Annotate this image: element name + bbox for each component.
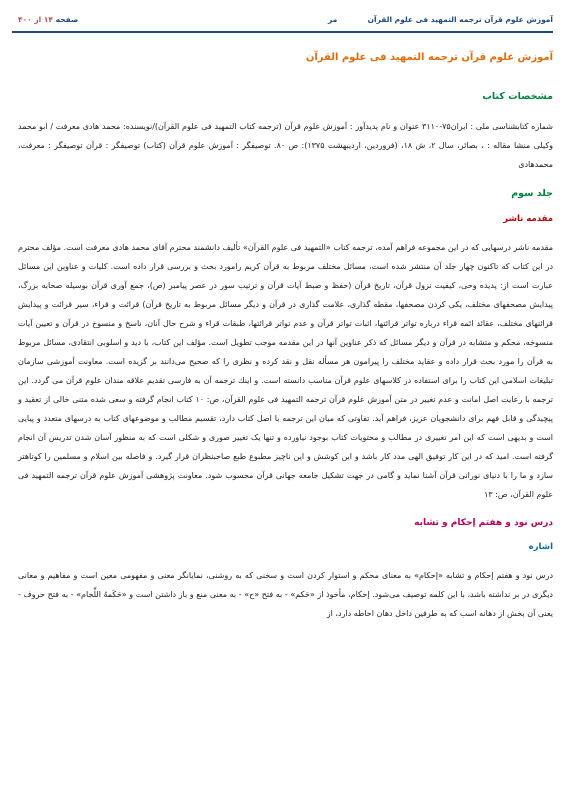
specs-heading: مشخصات كتاب [482,91,553,102]
lesson-heading: درس نود و هفتم إحكام و تشابه [414,518,553,528]
header-divider [12,31,553,33]
intro-paragraph: مقدمه ناشر درسهايی كه در اين مجموعه فراهم آمده، ترجمه كتاب «التمهيد فی علوم القرآن» تأليف دانشمند محترم آقای محمد هادی معرفت است. مؤلف محترم در اين كتاب كه تاكنون چهار جلد آن منتشر شده است، مسائل مختلف مربوط به قرآن كريم رامورد بحث و بررسی قرار داده است. كليات و عناوين اين مسائل عبارت است از: پديده وحی، كيفيت نزول قرآن، تاريخ قرآن (حفظ و ضبط آيات قرآن و ترتيب سور در عصر پيامبر (ص)، جمع آوری قرآن بوسيله صحابه بزرگ، پيدايش مصحفهای مختلف، يكی كردن مصحفها، مقطه گذاری، علامت گذاری در قرآن و ديگر مسائل مربوط به تاريخ قرآن) قرائت و قراء، سير قرائت و پيدايش قرائتهای مختلف، عقائد ائمه قراء درباره تواتر قرائتها، اثبات تواتر قرآن و عدم تواتر قرائتها، طبقات قراء و شرح حال آنان، ناسخ و منسوخ در قرآن و تعيين آيات منسوخه، محكم و متشابه در قرآن و ديگر مسائل كه ذكر عناوين آنها در اين مقدمه موجب تطويل است. مؤلف اين كتاب، با ديد و اسلوبی انتقادی، مسائل مربوط به قرآن را مورد بحث قرار داده و عقايد مختلف را پيرامون هر مسأله نقل و نقد كرده و نظری را كه صحيح می‌دانند بر گزيده است. معاونت آموزشی سازمان تبليغات اسلامی اين كتاب را برای استفاده در كلاسهای علوم قرآن مناسب دانسته است. و اينك ترجمه آن به فارسی تقديم علاقه مندان علوم قرآن می گردد. اين ترجمه با رعايت اصل امانت و عدم تغيير در متن آموزش علوم قرآن ترجمه التمهيد فی علوم القرآن، ص: ۱۰ كتاب انجام گرفته و سعی شده متنی خالی از تعقيد و پيچيدگی و قابل فهم برای دانشجويان عزيز، فراهم آيد. تفاوتی كه ميان اين ترجمه با اصل كتاب دارد، تقسيم مطالب و موضوعهای كتاب به درسهای متعدد و پيايی است و بديهی است كه اين امر تغييری در مطالب و محتويات كتاب بوجود نياورده و تنها يک تغيير صوری و شكلی است كه به منظور آسان شدن تدريس آن انجام گرفته است. اميد كه در اين كار توفيق الهی مدد كار باشد و اين كوشش و اين ناچيز مطبوع طبع صاحبنظران قرار گيرد. و فاصله بين اسلام و مسلمين را كوتاهتر سازد و ما را با دنيای نورانی قرآن آشنا نمايد و گامی در جهت تشكيل جامعه جهانی قرآن محسوب شود. معاونت پژوهشی آموزش علوم قرآن ترجمه التمهيد فی علوم القرآن، ص: ۱۳ [18,243,553,499]
book-title: آموزش علوم قرآن ترجمه التمهيد فى علوم القرآن [305,52,553,63]
header-counter-label: صفحه [55,15,79,24]
intro-heading: مقدمه ناشر [503,214,553,224]
header-counter-value: ۱۴ از ۴۰۰ [18,15,54,24]
allusion-paragraph: درس نود و هفتم إحكام و تشابه «إحكام» به معنای محكم و استوار كردن است و سخنی كه به روشنی، نمايانگر معنی و مفهومی معين است و مفاهيم و معانی ديگری در بر نداشته باشد، با اين كلمه توصيف می‌شود. إحكام، مأخوذ از «حَكم» - به فتح «ح» - به معنی منع و باز داشتن است و «حَكَمهُ اللِّجام» - به فتح حروف - يعنی آن بخش از دهانه اسب كه به طرفين داخل دهان احاطه دارد، از [18,571,553,618]
header-page-number: مر [328,15,338,24]
page-header [18,15,553,29]
specs-paragraph: شماره كتابشناسی ملی : ايران۷۵-۳۱۱۰ عنوان و نام پديدآور : آموزش علوم قرآن (ترجمه كتاب التمهيد فی علوم القرآن)/نويسنده: محمد هادی معرفت / ابو محمد وكيلی منشا مقاله : ، بصائر، سال ۲، ش ۱۸، (فروردين، ارديبهشت ۱۳۷۵): ص ۸۰. توصيفگر : آموزش علوم قرآن (كتاب) توصيفگر : قرآن توصيفگر : معرفت، محمدهادی [18,122,554,169]
header-page-counter [18,15,78,24]
allusion-heading: اشاره [528,542,553,552]
volume-heading: جلد سوم [511,188,553,199]
document-body [18,52,553,623]
header-title: آموزش علوم قرآن ترجمه التمهيد فى علوم القرآن [367,15,553,24]
